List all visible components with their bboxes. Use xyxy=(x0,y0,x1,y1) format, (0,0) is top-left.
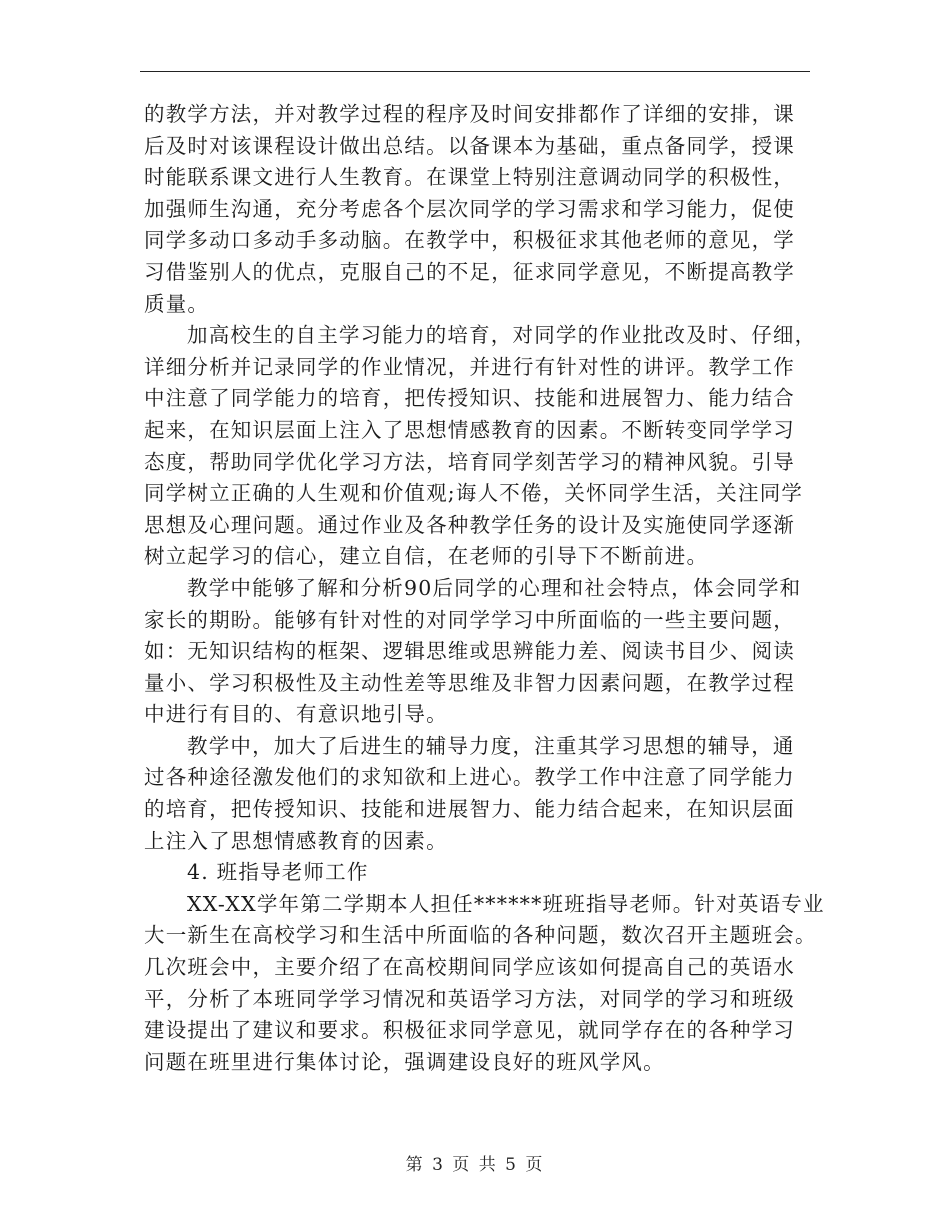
text-line: 时能联系课文进行人生教育。在课堂上特别注意调动同学的积极性， xyxy=(144,165,795,190)
text-line: 的培育，把传授知识、技能和进展智力、能力结合起来，在知识层面 xyxy=(144,797,795,822)
text-line: 教学中，加大了后进生的辅导力度，注重其学习思想的辅导，通 xyxy=(187,733,795,758)
text-line: 思想及心理问题。通过作业及各种教学任务的设计及实施使同学逐渐 xyxy=(144,512,795,537)
text-line: 质量。 xyxy=(144,291,210,316)
paragraph xyxy=(144,320,817,573)
text-line: 同学树立正确的人生观和价值观;诲人不倦，关怀同学生活，关注同学 xyxy=(144,481,804,506)
text-line: 上注入了思想情感教育的因素。 xyxy=(144,828,448,853)
paragraph xyxy=(144,889,825,1079)
text-line: 4. 班指导老师工作 xyxy=(187,860,369,885)
text-line: 建设提出了建议和要求。积极征求同学意见，就同学存在的各种学习 xyxy=(144,1018,795,1043)
text-line: 习借鉴别人的优点，克服自己的不足，征求同学意见，不断提高教学 xyxy=(144,259,795,284)
paragraph xyxy=(144,731,814,857)
text-line: 几次班会中，主要介绍了在高校期间同学应该如何提高自己的英语水 xyxy=(144,955,795,980)
section-heading xyxy=(144,857,814,889)
text-line: 加强师生沟通，充分考虑各个层次同学的学习需求和学习能力，促使 xyxy=(144,196,795,221)
text-line: 平，分析了本班同学学习情况和英语学习方法，对同学的学习和班级 xyxy=(144,986,795,1011)
text-line: 树立起学习的信心，建立自信，在老师的引导下不断前进。 xyxy=(144,544,709,569)
text-line: 问题在班里进行集体讨论，强调建设良好的班风学风。 xyxy=(144,1049,665,1074)
text-line: 大一新生在高校学习和生活中所面临的各种问题，数次召开主题班会。 xyxy=(144,923,817,948)
document-body xyxy=(144,99,825,1078)
text-line: 后及时对该课程设计做出总结。以备课本为基础，重点备同学，授课 xyxy=(144,133,795,158)
header-rule xyxy=(140,71,810,72)
text-line: 的教学方法，并对教学过程的程序及时间安排都作了详细的安排，课 xyxy=(144,102,795,126)
text-line: 中进行有目的、有意识地引导。 xyxy=(144,702,448,727)
text-line: XX-XX学年第二学期本人担任******班班指导老师。针对英语专业 xyxy=(187,891,825,916)
text-line: 过各种途径激发他们的求知欲和上进心。教学工作中注意了同学能力 xyxy=(144,765,795,790)
page-number: 第 3 页 共 5 页 xyxy=(405,1155,545,1175)
paragraph xyxy=(144,573,814,731)
text-line: 态度，帮助同学优化学习方法，培育同学刻苦学习的精神风貌。引导 xyxy=(144,449,795,474)
paragraph xyxy=(144,99,814,320)
text-line: 起来，在知识层面上注入了思想情感教育的因素。不断转变同学学习 xyxy=(144,417,795,442)
text-line: 详细分析并记录同学的作业情况，并进行有针对性的讲评。教学工作 xyxy=(144,354,795,379)
text-line: 家长的期盼。能够有针对性的对同学学习中所面临的一些主要问题， xyxy=(144,607,795,632)
text-line: 中注意了同学能力的培育，把传授知识、技能和进展智力、能力结合 xyxy=(144,386,795,411)
text-line: 同学多动口多动手多动脑。在教学中，积极征求其他老师的意见，学 xyxy=(144,228,795,253)
text-line: 教学中能够了解和分析90后同学的心理和社会特点，体会同学和 xyxy=(187,575,802,600)
text-line: 加高校生的自主学习能力的培育，对同学的作业批改及时、仔细， xyxy=(187,323,817,348)
text-line: 量小、学习积极性及主动性差等思维及非智力因素问题，在教学过程 xyxy=(144,670,795,695)
text-line: 如：无知识结构的框架、逻辑思维或思辨能力差、阅读书目少、阅读 xyxy=(144,639,795,664)
